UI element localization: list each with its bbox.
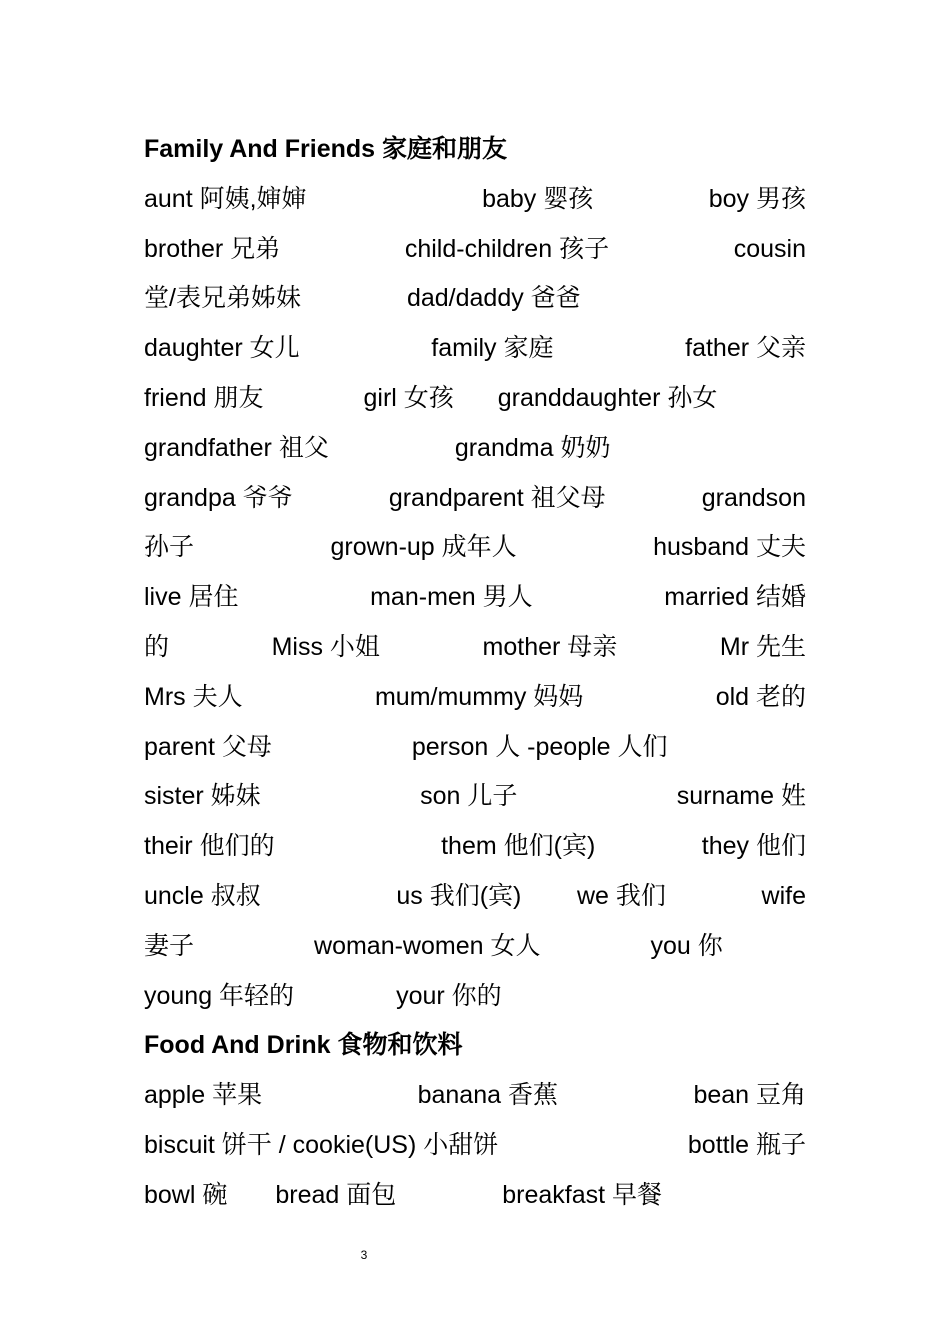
- vocab-entry: they 他们: [701, 832, 806, 861]
- vocab-entry: you 你: [650, 931, 723, 960]
- vocab-line: [144, 772, 806, 822]
- vocab-line: [144, 972, 806, 1022]
- vocab-line: [144, 175, 806, 225]
- vocab-line: [144, 723, 806, 773]
- vocab-entry: Mrs 夫人: [144, 682, 243, 711]
- vocab-entry: father 父亲: [685, 334, 806, 363]
- vocab-entry: apple 苹果: [144, 1081, 263, 1110]
- vocab-entry: young 年轻的: [144, 981, 295, 1010]
- vocab-entry: brother 兄弟: [144, 234, 281, 263]
- vocab-entry: granddaughter 孙女: [497, 383, 718, 412]
- section-heading-food: [144, 1021, 806, 1071]
- vocab-line: [144, 424, 806, 474]
- vocab-entry: old 老的: [715, 682, 806, 711]
- vocab-line: [144, 1071, 806, 1121]
- vocab-line: [144, 374, 806, 424]
- vocab-entry: bottle 瓶子: [687, 1130, 806, 1159]
- vocab-entry: woman-women 女人: [314, 931, 541, 960]
- vocab-line: [144, 523, 806, 573]
- vocab-line: [144, 623, 806, 673]
- vocab-entry: 的: [144, 632, 170, 661]
- page-number: 3: [360, 1248, 368, 1262]
- vocab-entry: grandma 奶奶: [454, 433, 611, 462]
- vocab-entry: dad/daddy 爸爸: [406, 284, 581, 313]
- vocab-entry: wife: [761, 881, 806, 910]
- vocab-entry: your 你的: [396, 981, 502, 1010]
- vocab-entry: parent 父母: [144, 732, 272, 761]
- vocab-entry: surname 姓: [676, 782, 806, 811]
- vocab-entry: them 他们(宾): [441, 832, 596, 861]
- vocab-entry: family 家庭: [431, 334, 554, 363]
- vocab-line: [144, 1171, 806, 1221]
- vocab-entry: aunt 阿姨,婶婶: [144, 184, 307, 213]
- vocab-entry: Miss 小姐: [271, 632, 380, 661]
- vocab-entry: 孙子: [144, 533, 195, 562]
- vocab-entry: daughter 女儿: [144, 334, 300, 363]
- vocab-entry: man-men 男人: [370, 583, 533, 612]
- vocab-entry: biscuit 饼干 / cookie(US) 小甜饼: [144, 1130, 499, 1159]
- vocab-entry: bowl 碗: [144, 1180, 228, 1209]
- vocab-entry: sister 姊妹: [144, 782, 261, 811]
- vocab-entry: mum/mummy 妈妈: [374, 682, 584, 711]
- vocab-entry: we 我们: [576, 881, 666, 910]
- vocab-entry: grandparent 祖父母: [388, 483, 606, 512]
- vocab-line: [144, 573, 806, 623]
- vocab-entry: their 他们的: [144, 832, 275, 861]
- vocab-entry: grandfather 祖父: [144, 433, 329, 462]
- section-title: Food And Drink 食物和饮料: [144, 1031, 463, 1060]
- vocab-line: [144, 872, 806, 922]
- vocab-line: [144, 673, 806, 723]
- vocab-entry: girl 女孩: [363, 383, 454, 412]
- vocab-entry: bread 面包: [275, 1180, 397, 1209]
- vocab-line: [144, 822, 806, 872]
- vocab-line: [144, 324, 806, 374]
- vocabulary-list: [144, 125, 806, 1221]
- vocab-entry: friend 朋友: [144, 383, 264, 412]
- vocab-entry: Mr 先生: [719, 632, 806, 661]
- vocab-entry: married 结婚: [664, 583, 806, 612]
- vocab-line: [144, 474, 806, 524]
- vocab-entry: cousin: [733, 234, 806, 263]
- vocab-entry: grown-up 成年人: [330, 533, 517, 562]
- vocab-line: [144, 922, 806, 972]
- section-heading-family: [144, 125, 806, 175]
- vocab-line: [144, 274, 806, 324]
- vocab-entry: 堂/表兄弟姊妹: [144, 284, 301, 313]
- vocab-line: [144, 1121, 806, 1171]
- vocab-entry: child-children 孩子: [404, 234, 610, 263]
- vocab-entry: baby 婴孩: [482, 184, 594, 213]
- vocab-entry: bean 豆角: [693, 1081, 806, 1110]
- section-title: Family And Friends 家庭和朋友: [144, 135, 508, 163]
- vocab-entry: uncle 叔叔: [144, 881, 261, 910]
- vocab-entry: grandpa 爷爷: [144, 483, 293, 512]
- vocab-entry: banana 香蕉: [417, 1081, 558, 1110]
- vocab-entry: live 居住: [144, 583, 239, 612]
- vocab-entry: us 我们(宾): [396, 881, 522, 910]
- vocab-entry: 妻子: [144, 931, 195, 960]
- vocab-line: [144, 225, 806, 275]
- vocab-entry: breakfast 早餐: [502, 1180, 663, 1209]
- vocab-entry: grandson: [701, 483, 806, 512]
- vocab-entry: mother 母亲: [482, 632, 618, 661]
- vocab-entry: person 人 -people 人们: [411, 732, 668, 761]
- vocab-entry: boy 男孩: [708, 184, 806, 213]
- vocab-entry: husband 丈夫: [653, 533, 806, 562]
- vocab-entry: son 儿子: [420, 782, 518, 811]
